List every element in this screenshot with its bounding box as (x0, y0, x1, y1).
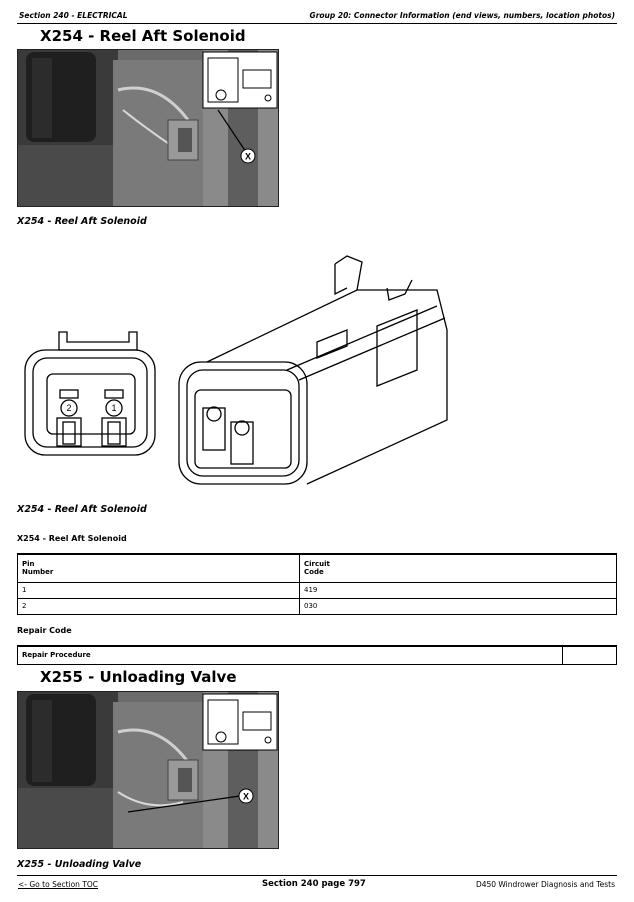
section-label: Section 240 - ELECTRICAL (19, 11, 128, 20)
repair-code-label: Repair Code (17, 626, 72, 635)
repair-empty-cell (563, 646, 617, 664)
x255-title: X255 - Unloading Valve (40, 668, 237, 686)
x254-location-photo (17, 49, 279, 207)
circuit-header-line2: Code (304, 568, 324, 577)
x254-title: X254 - Reel Aft Solenoid (40, 27, 246, 45)
x254-photo-illustration (18, 50, 279, 207)
page-number: Section 240 page 797 (262, 879, 366, 889)
x254-photo-caption: X254 - Reel Aft Solenoid (17, 216, 147, 227)
table-row (18, 582, 617, 598)
pin-cell: 2 (18, 598, 300, 614)
table-header-row (18, 554, 617, 582)
x255-photo-illustration (18, 692, 279, 849)
pin-number-header (18, 554, 300, 582)
page-footer (17, 875, 617, 889)
repair-procedure-cell: Repair Procedure (18, 646, 563, 664)
x255-photo-callout: X (242, 791, 250, 802)
x255-location-photo (17, 691, 279, 849)
repair-table (17, 645, 617, 665)
x255-photo-caption: X255 - Unloading Valve (17, 859, 142, 870)
document-title: D450 Windrower Diagnosis and Tests (475, 880, 615, 889)
page-header (17, 8, 617, 24)
x254-connector-drawing (17, 250, 617, 500)
pin-label-1: 1 (111, 403, 117, 413)
group-label: Group 20: Connector Information (end views, numbers, location photos) (309, 11, 615, 20)
x254-table-title: X254 - Reel Aft Solenoid (17, 534, 127, 543)
table-row (18, 598, 617, 614)
code-cell: 030 (300, 598, 617, 614)
x254-pin-table (17, 553, 617, 615)
pin-header-line2: Number (22, 568, 54, 577)
circuit-code-header (300, 554, 617, 582)
pin-header-line1: Pin (22, 560, 35, 569)
x254-drawing-caption: X254 - Reel Aft Solenoid (17, 504, 147, 515)
pin-cell: 1 (18, 582, 300, 598)
circuit-header-line1: Circuit (304, 560, 330, 569)
go-to-section-toc-link[interactable]: <- Go to Section TOC (18, 880, 99, 889)
x254-photo-callout: X (244, 151, 252, 162)
table-row (18, 646, 617, 664)
pin-label-2: 2 (66, 403, 72, 413)
code-cell: 419 (300, 582, 617, 598)
